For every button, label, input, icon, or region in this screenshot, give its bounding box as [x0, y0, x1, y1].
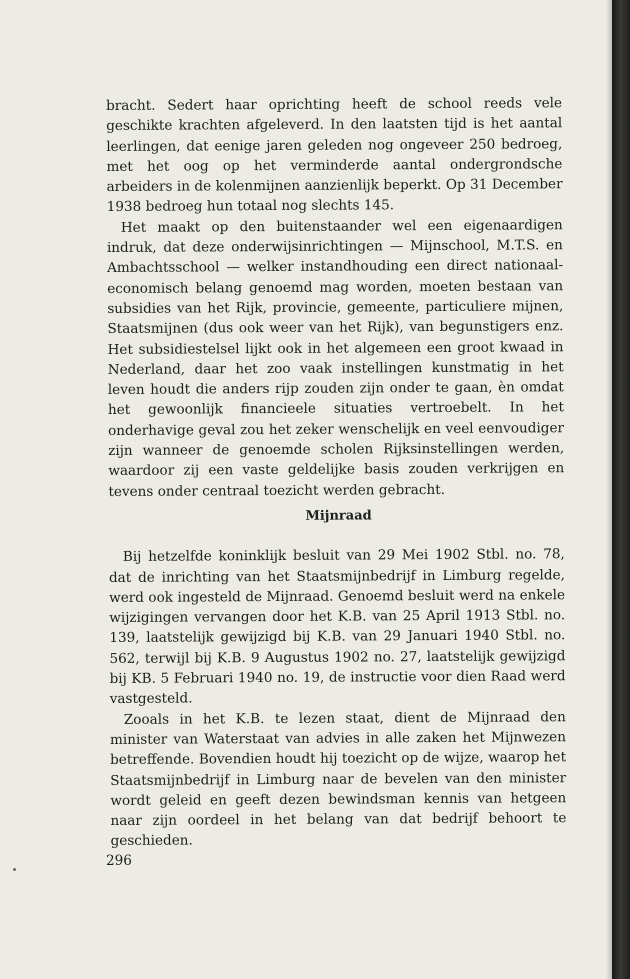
paragraph: bracht. Sedert haar oprichting heeft de school reeds vele geschikte krachten afgeleverd. In den laatsten tijd is het aantal leerlingen, dat eenige jaren geleden nog ongeveer 250 bedroeg, met het oog op het verminderde aantal ondergrondsche arbeiders in de kolenmijnen aanzienlijk beperkt. Op 31 December 1938 bedroeg hun totaal nog slechts 145. [106, 95, 563, 216]
paragraph: Zooals in het K.B. te lezen staat, dient de Mijnraad den minister van Waterstaat van advies in alle zaken het Mijnwezen betreffende. Bovendien houdt hij toezicht op de wijze, waarop het Staatsmijnbedrijf in Limburg naar de bevelen van den minister wordt geleid en geeft dezen bewindsman kennis van hetgeen naar zijn oordeel in het belang van dat bedrijf behoort te geschieden. [109, 708, 567, 850]
scan-speck [13, 868, 16, 871]
book-binding-edge [612, 0, 630, 979]
paragraph: Bij hetzelfde koninklijk besluit van 29 Mei 1902 Stbl. no. 78, dat de inrichting van het Staatsmijnbedrijf in Limburg regelde, werd ook ingesteld de Mijnraad. Genoemd besluit werd na enkele wijzigingen vervangen door het K.B. van 25 April 1913 Stbl. no. 139, laatstelijk gewijzigd bij K.B. van 29 Januari 1940 Stbl. no. 562, terwijl bij K.B. 9 Augustus 1902 no. 27, laatstelijk gewijzigd bij KB. 5 Februari 1940 no. 19, de instructie voor dien Raad werd vastgesteld. [108, 546, 566, 708]
body-text [106, 93, 567, 851]
section-heading: Mijnraad [305, 508, 372, 524]
page-number: 296 [106, 853, 132, 869]
paragraph: Het maakt op den buitenstaander wel een eigenaardigen indruk, dat deze onderwijsinrichtingen — Mijnschool, M.T.S. en Ambachtsschool — welker instandhouding een direct nationaal-economisch belang genoemd mag worden, moeten bestaan van subsidies van het Rijk, provincie, gemeente, particuliere mijnen, Staatsmijnen (dus ook weer van het Rijk), van begunstigers enz. Het subsidiestelsel lijkt ook in het algemeen een groot kwaad in Nederland, daar het zoo vaak instellingen kunstmatig in het leven houdt die anders rijp zouden zijn onder te gaan, èn omdat het gewoonlijk financieele situaties vertroebelt. In het onderhavige geval zou het zeker wenschelijk en veel eenvoudiger zijn wanneer de genoemde scholen Rijksinstellingen werden, waardoor zij een vaste geldelijke basis zouden verkrijgen en tevens onder centraal toezicht werden gebracht. [106, 216, 565, 500]
